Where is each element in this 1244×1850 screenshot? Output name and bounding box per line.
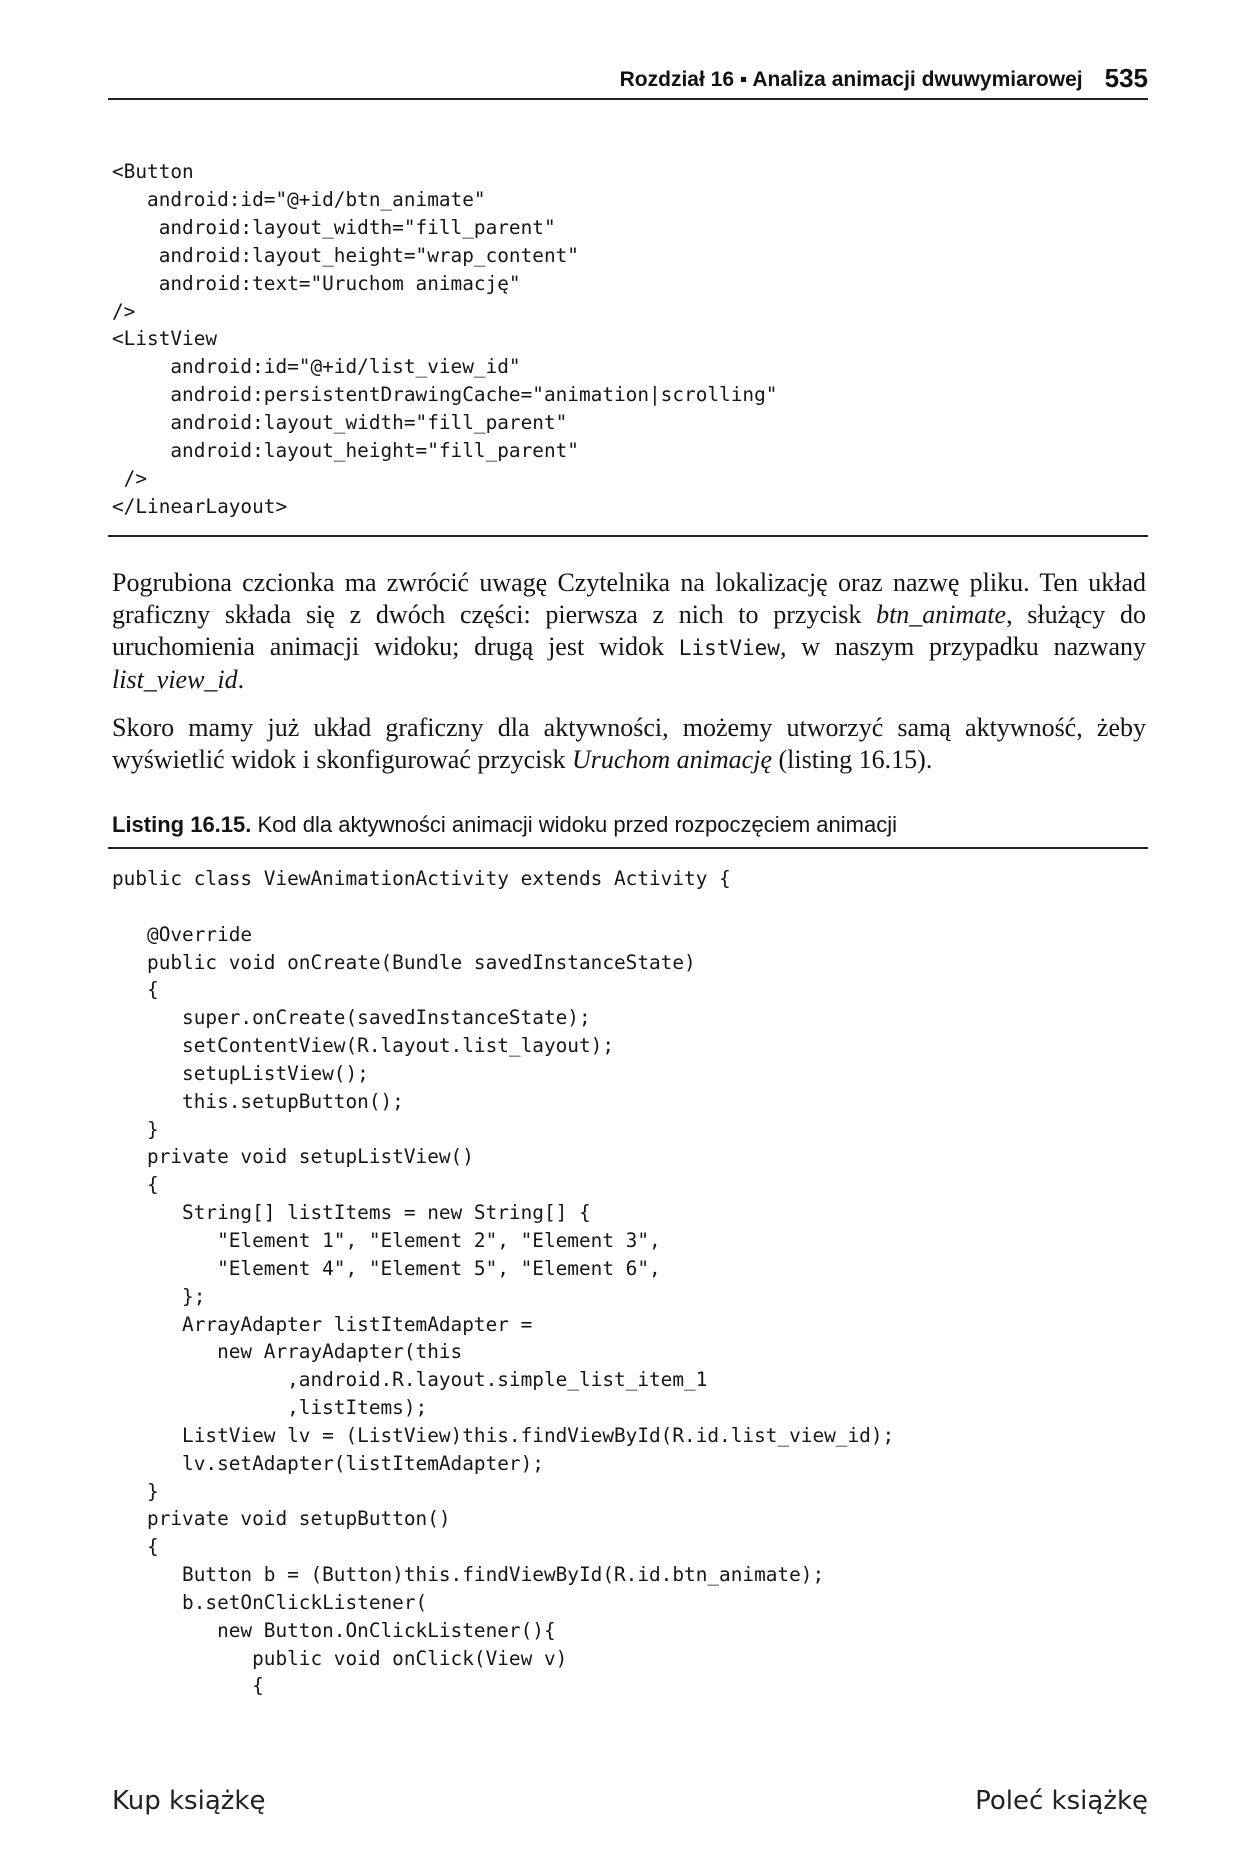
paragraph-text: , służący do uruchomienia animacji widoku; drugą jest widok bbox=[112, 600, 1146, 661]
code-block-xml: <Button android:id="@+id/btn_animate" android:layout_width="fill_parent" android:layout_height="wrap_content" android:text="Uruchom animację" /> <ListView android:id="@+id/list_view_id" android:persistentDrawingCache="animation|scrolling" android:layout_width="fill_parent" android:layout_height="fill_parent" /> </LinearLayout> bbox=[112, 160, 778, 518]
paragraph-text: (listing 16.15). bbox=[771, 745, 933, 774]
recommend-book-link[interactable]: Poleć książkę bbox=[975, 1786, 1148, 1816]
paragraph-text: , w naszym przypadku nazwany bbox=[779, 632, 1146, 661]
paragraph-text: Pogrubiona czcionka ma zwrócić uwagę Czytelnika na lokalizację oraz nazwę pliku. Ten układ graficzny składa się z dwóch części: pierwsza z nich to przycisk bbox=[112, 568, 1146, 629]
listing-caption bbox=[112, 812, 897, 838]
paragraph-emphasis: Uruchom animację bbox=[571, 745, 772, 774]
body-paragraph-1 bbox=[112, 567, 1146, 696]
paragraph-text: . bbox=[237, 665, 245, 694]
code-block-java: public class ViewAnimationActivity extends Activity { @Override public void onCreate(Bundle savedInstanceState) { super.onCreate(savedInstanceState); setContentView(R.layout.list_layout); setupListView(); this.setupButton(); } private void setupListView() { String[] listItems = new String[] { "Element 1", "Element 2", "Element 3", "Element 4", "Element 5", "Element 6", }; ArrayAdapter listItemAdapter = new ArrayAdapter(this ,android.R.layout.simple_list_item_1 ,listItems); ListView lv = (ListView)this.findViewById(R.id.list_view_id); lv.setAdapter(listItemAdapter); } private void setupButton() { Button b = (Button)this.findViewById(R.id.btn_animate); b.setOnClickListener( new Button.OnClickListener(){ public void onClick(View v) { bbox=[112, 867, 895, 1698]
listing-caption-divider bbox=[108, 847, 1148, 849]
listing-number: Listing 16.15. bbox=[112, 812, 252, 837]
running-header bbox=[108, 52, 1148, 100]
page-number: 535 bbox=[1104, 63, 1148, 93]
buy-book-link[interactable]: Kup książkę bbox=[112, 1786, 266, 1816]
listing-title: Kod dla aktywności animacji widoku przed rozpoczęciem animacji bbox=[251, 812, 898, 837]
body-paragraph-2 bbox=[112, 712, 1146, 776]
inline-code: ListView bbox=[678, 636, 780, 660]
chapter-title: Rozdział 16 ▪ Analiza animacji dwuwymiarowej bbox=[619, 68, 1083, 91]
paragraph-text: Skoro mamy już układ graficzny dla aktywności, możemy utworzyć samą aktywność, żeby wyświetlić widok i skonfigurować przycisk bbox=[112, 713, 1146, 774]
code-block-divider bbox=[108, 535, 1148, 537]
paragraph-emphasis: btn_animate bbox=[876, 600, 1007, 629]
paragraph-emphasis: list_view_id bbox=[112, 665, 238, 694]
